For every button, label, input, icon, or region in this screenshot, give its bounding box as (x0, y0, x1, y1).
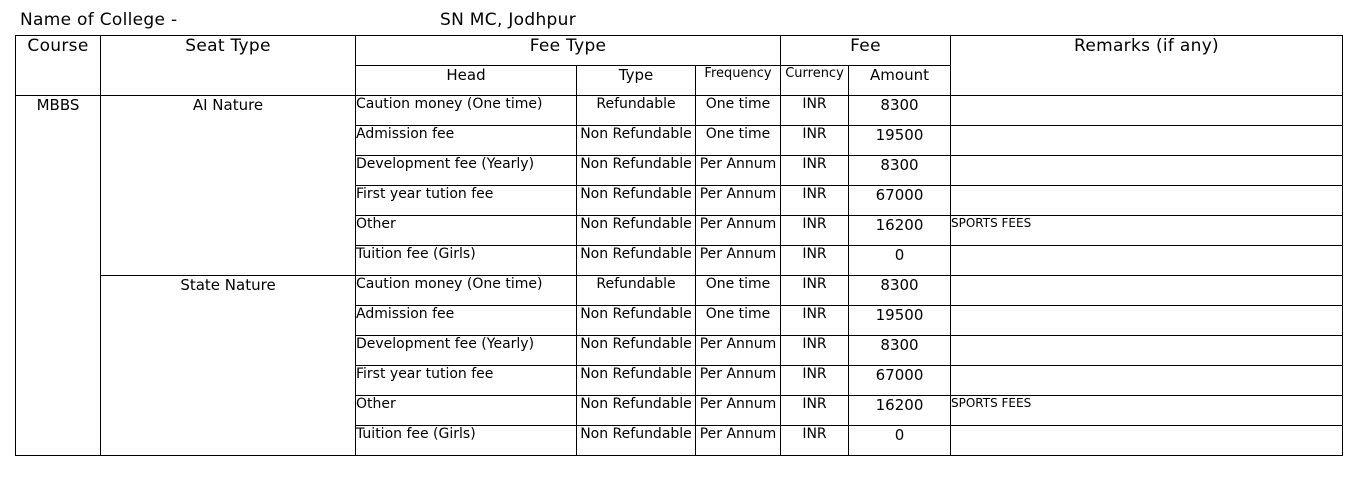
frequency-cell: One time (696, 96, 781, 126)
fee-type-cell: Non Refundable (577, 396, 696, 426)
col-seat-type: Seat Type (101, 36, 356, 96)
college-name: SN MC, Jodhpur (440, 10, 576, 30)
fee-head-cell: Caution money (One time) (356, 96, 577, 126)
amount-cell: 8300 (849, 156, 951, 186)
col-type: Type (577, 66, 696, 96)
currency-cell: INR (781, 366, 849, 396)
currency-cell: INR (781, 396, 849, 426)
amount-cell: 0 (849, 246, 951, 276)
currency-cell: INR (781, 306, 849, 336)
fee-head-cell: Development fee (Yearly) (356, 156, 577, 186)
college-label: Name of College - (20, 10, 178, 30)
col-fee: Fee (781, 36, 951, 66)
seat-type-cell: AI Nature (101, 96, 356, 276)
fee-head-cell: Tuition fee (Girls) (356, 246, 577, 276)
currency-cell: INR (781, 216, 849, 246)
fee-head-cell: Caution money (One time) (356, 276, 577, 306)
fee-type-cell: Non Refundable (577, 126, 696, 156)
fee-type-cell: Refundable (577, 96, 696, 126)
amount-cell: 67000 (849, 366, 951, 396)
fee-type-cell: Non Refundable (577, 246, 696, 276)
remarks-cell: SPORTS FEES (951, 396, 1343, 426)
remarks-cell (951, 336, 1343, 366)
amount-cell: 67000 (849, 186, 951, 216)
remarks-cell (951, 276, 1343, 306)
col-head: Head (356, 66, 577, 96)
frequency-cell: Per Annum (696, 426, 781, 456)
amount-cell: 8300 (849, 276, 951, 306)
frequency-cell: One time (696, 126, 781, 156)
amount-cell: 0 (849, 426, 951, 456)
table-row (16, 96, 1343, 126)
fee-table-body (16, 96, 1343, 456)
frequency-cell: Per Annum (696, 246, 781, 276)
seat-type-cell: State Nature (101, 276, 356, 456)
remarks-cell (951, 126, 1343, 156)
remarks-cell (951, 156, 1343, 186)
col-frequency: Frequency (696, 66, 781, 96)
fee-type-cell: Non Refundable (577, 336, 696, 366)
fee-head-cell: First year tution fee (356, 186, 577, 216)
frequency-cell: Per Annum (696, 186, 781, 216)
fee-head-cell: Development fee (Yearly) (356, 336, 577, 366)
currency-cell: INR (781, 156, 849, 186)
fee-type-cell: Non Refundable (577, 426, 696, 456)
frequency-cell: Per Annum (696, 336, 781, 366)
currency-cell: INR (781, 426, 849, 456)
course-cell: MBBS (16, 96, 101, 456)
fee-head-cell: Other (356, 396, 577, 426)
remarks-cell (951, 246, 1343, 276)
remarks-cell (951, 366, 1343, 396)
fee-type-cell: Non Refundable (577, 306, 696, 336)
currency-cell: INR (781, 96, 849, 126)
col-amount: Amount (849, 66, 951, 96)
fee-head-cell: Admission fee (356, 126, 577, 156)
amount-cell: 16200 (849, 396, 951, 426)
frequency-cell: Per Annum (696, 366, 781, 396)
col-fee-type: Fee Type (356, 36, 781, 66)
remarks-cell (951, 306, 1343, 336)
remarks-cell (951, 186, 1343, 216)
currency-cell: INR (781, 336, 849, 366)
amount-cell: 16200 (849, 216, 951, 246)
currency-cell: INR (781, 276, 849, 306)
fee-head-cell: Admission fee (356, 306, 577, 336)
fee-table (15, 35, 1343, 456)
frequency-cell: One time (696, 276, 781, 306)
table-row (16, 276, 1343, 306)
currency-cell: INR (781, 186, 849, 216)
fee-head-cell: First year tution fee (356, 366, 577, 396)
col-currency: Currency (781, 66, 849, 96)
col-remarks: Remarks (if any) (951, 36, 1343, 96)
fee-head-cell: Tuition fee (Girls) (356, 426, 577, 456)
fee-type-cell: Refundable (577, 276, 696, 306)
frequency-cell: Per Annum (696, 216, 781, 246)
amount-cell: 19500 (849, 306, 951, 336)
remarks-cell: SPORTS FEES (951, 216, 1343, 246)
frequency-cell: One time (696, 306, 781, 336)
remarks-cell (951, 426, 1343, 456)
currency-cell: INR (781, 246, 849, 276)
amount-cell: 8300 (849, 336, 951, 366)
amount-cell: 19500 (849, 126, 951, 156)
fee-type-cell: Non Refundable (577, 216, 696, 246)
amount-cell: 8300 (849, 96, 951, 126)
remarks-cell (951, 96, 1343, 126)
fee-type-cell: Non Refundable (577, 366, 696, 396)
fee-type-cell: Non Refundable (577, 186, 696, 216)
fee-head-cell: Other (356, 216, 577, 246)
currency-cell: INR (781, 126, 849, 156)
col-course: Course (16, 36, 101, 96)
frequency-cell: Per Annum (696, 156, 781, 186)
fee-type-cell: Non Refundable (577, 156, 696, 186)
frequency-cell: Per Annum (696, 396, 781, 426)
